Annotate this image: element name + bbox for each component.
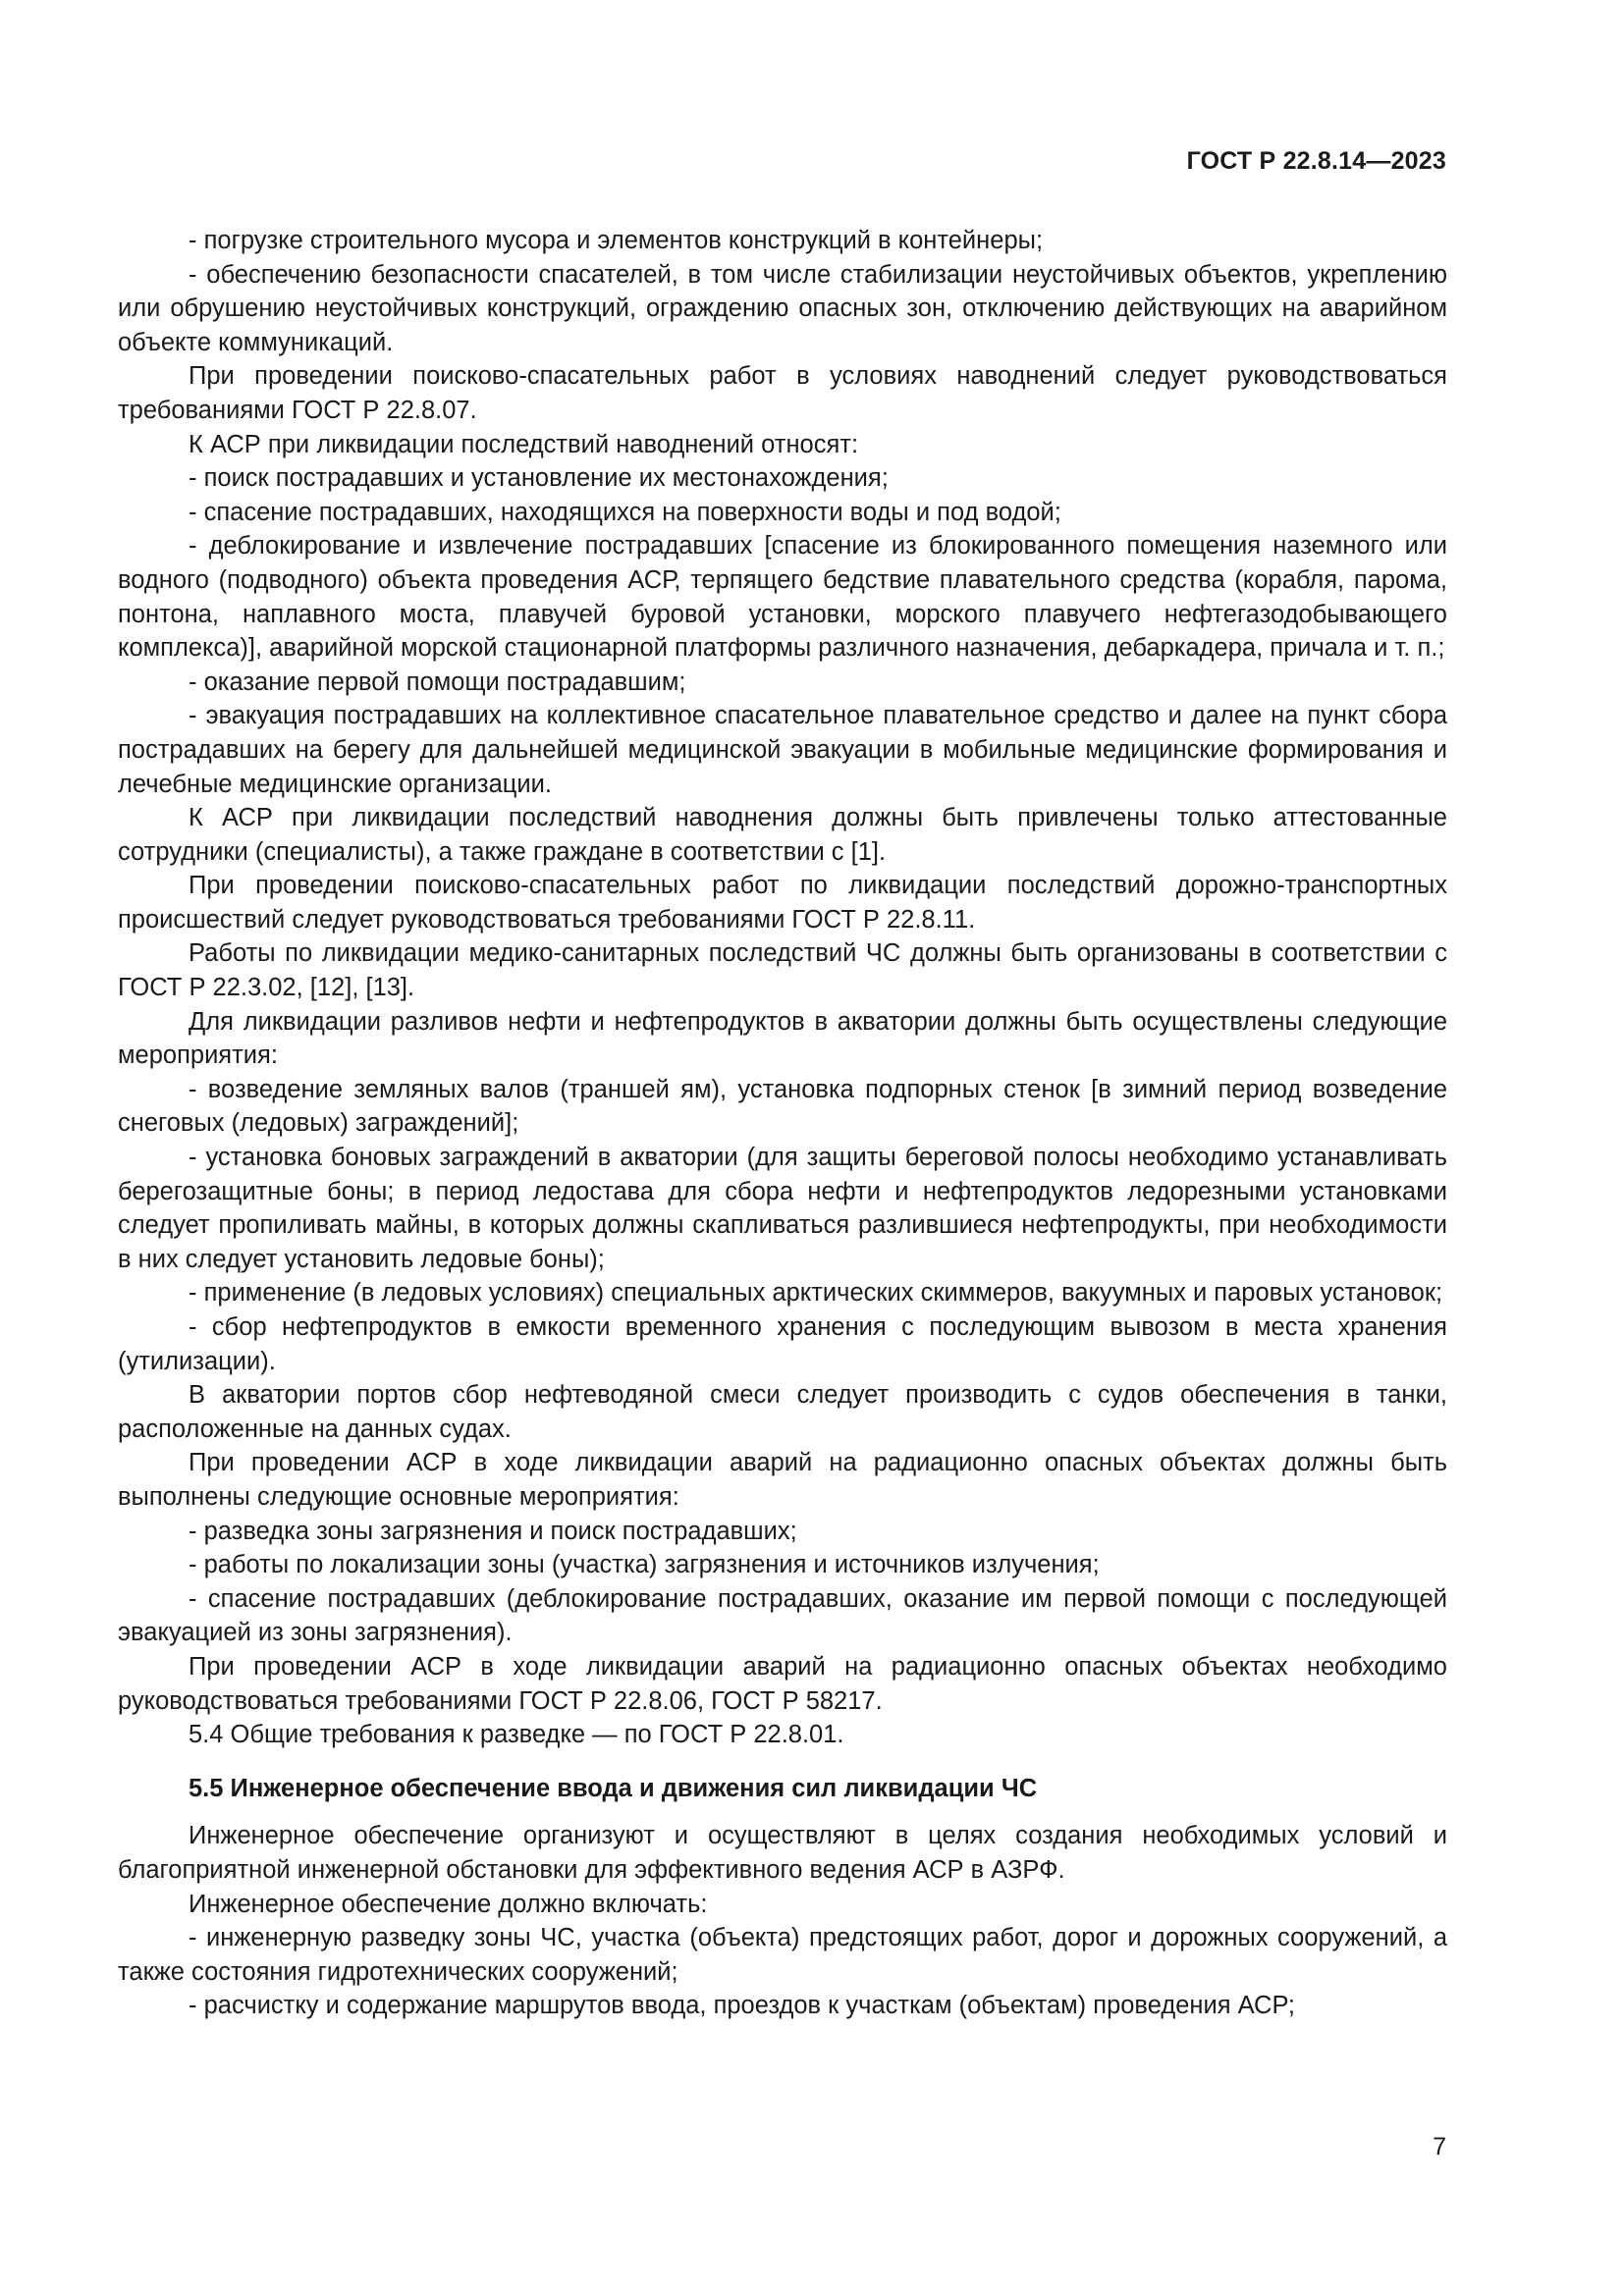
paragraph: При проведении поисково-спасательных работ в условиях наводнений следует руководствоваться требованиями ГОСТ Р 22.8.07. (118, 362, 1447, 424)
paragraph: - погрузке строительного мусора и элементов конструкций в контейнеры; (189, 227, 1044, 254)
paragraph: К АСР при ликвидации последствий наводнений относят: (189, 430, 859, 458)
section-heading: 5.5 Инженерное обеспечение ввода и движения сил ликвидации ЧС (189, 1774, 1038, 1802)
paragraph: - спасение пострадавших, находящихся на поверхности воды и под водой; (189, 498, 1061, 526)
paragraph: - расчистку и содержание маршрутов ввода, проездов к участкам (объектам) проведения АСР; (189, 1992, 1295, 2020)
paragraph: Инженерное обеспечение должно включать: (189, 1890, 708, 1918)
paragraph: 5.4 Общие требования к разведке — по ГОСТ Р 22.8.01. (189, 1721, 844, 1749)
paragraph: - эвакуация пострадавших на коллективное спасательное плавательное средство и далее на пункт сбора пострадавших на берегу для дальнейшей медицинской эвакуации в мобильные медицинские формирования и лечебные медицинские организации. (118, 702, 1447, 798)
paragraph: - применение (в ледовых условиях) специальных арктических скиммеров, вакуумных и паровых установок; (189, 1279, 1443, 1308)
document-code-header: ГОСТ Р 22.8.14—2023 (1186, 147, 1446, 175)
paragraph: - установка боновых заграждений в акватории (для защиты береговой полосы необходимо устанавливать берегозащитные боны; в период ледостава для сбора нефти и нефтепродуктов ледорезными установками следует пропиливать майны, в которых должны скапливаться разлившиеся нефтепродукты, при необходимости в них следует установить ледовые боны); (118, 1144, 1447, 1273)
paragraph: При проведении АСР в ходе ликвидации аварий на радиационно опасных объектах необходимо руководствоваться требованиями ГОСТ Р 22.8.06, ГОСТ Р 58217. (118, 1652, 1447, 1715)
paragraph: - обеспечению безопасности спасателей, в том числе стабилизации неустойчивых объектов, укреплению или обрушению неустойчивых конструкций, ограждению опасных зон, отключению действующих на аварийном объекте коммуникаций. (118, 260, 1447, 356)
paragraph: При проведении АСР в ходе ликвидации аварий на радиационно опасных объектах должны быть выполнены следующие основные мероприятия: (118, 1449, 1447, 1511)
paragraph: Инженерное обеспечение организуют и осуществляют в целях создания необходимых условий и благоприятной инженерной обстановки для эффективного ведения АСР в АЗРФ. (118, 1822, 1447, 1884)
paragraph: К АСР при ликвидации последствий наводнения должны быть привлечены только аттестованные сотрудники (специалисты), а также граждане в соответствии с [1]. (118, 804, 1447, 866)
page-number: 7 (1433, 2133, 1446, 2161)
paragraph: - возведение земляных валов (траншей ям), установка подпорных стенок [в зимний период возведение снеговых (ледовых) заграждений]; (118, 1075, 1447, 1138)
paragraph: - спасение пострадавших (деблокирование пострадавших, оказание им первой помощи с последующей эвакуацией из зоны загрязнения). (118, 1584, 1447, 1647)
paragraph: - разведка зоны загрязнения и поиск пострадавших; (189, 1517, 797, 1545)
document-body (118, 224, 1447, 2023)
paragraph: - инженерную разведку зоны ЧС, участка (объекта) предстоящих работ, дорог и дорожных сооружений, а также состояния гидротехнических сооружений; (118, 1924, 1447, 1986)
paragraph: Для ликвидации разливов нефти и нефтепродуктов в акватории должны быть осуществлены следующие мероприятия: (118, 1007, 1447, 1070)
paragraph: - оказание первой помощи пострадавшим; (189, 667, 686, 696)
paragraph: - работы по локализации зоны (участка) загрязнения и источников излучения; (189, 1551, 1100, 1579)
paragraph: Работы по ликвидации медико-санитарных последствий ЧС должны быть организованы в соответствии с ГОСТ Р 22.3.02, [12], [13]. (118, 939, 1447, 1002)
paragraph: - деблокирование и извлечение пострадавших [спасение из блокированного помещения наземного или водного (подводного) объекта проведения АСР, терпящего бедствие плавательного средства (корабля, парома, понтона, наплавного моста, плавучей буровой установки, морского плавучего нефтегазодобывающего комплекса)], аварийной морской стационарной платформы различного назначения, дебаркадера, причала и т. п.; (118, 532, 1447, 663)
paragraph: При проведении поисково-спасательных работ по ликвидации последствий дорожно-транспортных происшествий следует руководствоваться требованиями ГОСТ Р 22.8.11. (118, 872, 1447, 934)
paragraph: В акватории портов сбор нефтеводяной смеси следует производить с судов обеспечения в танки, расположенные на данных судах. (118, 1381, 1447, 1443)
paragraph: - сбор нефтепродуктов в емкости временного хранения с последующим вывозом в места хранения (утилизации). (118, 1313, 1447, 1375)
paragraph: - поиск пострадавших и установление их местонахождения; (189, 464, 889, 493)
